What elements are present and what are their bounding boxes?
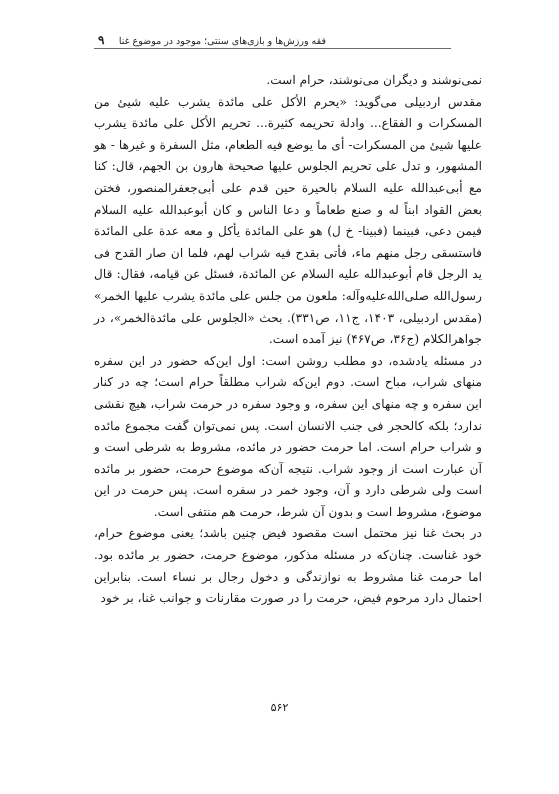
paragraph-1: نمی‌نوشند و دیگران می‌نوشند، حرام است. — [266, 73, 482, 87]
page-number: ۵۶۲ — [270, 701, 289, 714]
paragraph-3: در مسئله یادشده، دو مطلب روشن است: اول این‌که حضور در این سفره منهای شراب، مباح است. دوم این‌که شراب مطلقاً حرام است؛ چه در کنار این سفره و چه منهای این سفره، و وجود سفره در حرمت شراب، هیچ نقشی ندارد؛ بلکه کالحجر فی جنب الانسان است. پس نمی‌توان گفت مجموع مائده و شراب حرام است. اما حرمت حضور در مائده، مشروط به شرطی است و آن عبارت است از وجود شراب. نتیجه آن‌که موضوع حرمت، حضور بر مائده است ولی شرطی دارد و آن، وجود خمر در سفره است. پس حرمت در این موضوع، مشروط است و بدون آن شرط، حرمت هم منتفی است. — [94, 353, 482, 519]
paragraph-4: در بحث غنا نیز محتمل است مقصود فیض چنین باشد؛ یعنی موضوع حرام، خود غناست. چنان‌که در مسئله مذکور، موضوع حرمت، حضور بر مائده بود. اما حرمت غنا مشروط به نوازندگی و دخول رجال بر نساء است. بنابراین احتمال دارد مرحوم فیض، حرمت را در صورت مقارنات و جوانب غنا، بر خود — [94, 526, 482, 606]
running-header-title: فقه ورزش‌ها و بازی‌های سنتی؛ موجود در موضوع غنا — [118, 36, 326, 47]
body-text — [94, 70, 482, 610]
header-mark: ۹ — [98, 33, 105, 47]
paragraph-2: مقدس اردبیلی می‌گوید: «یحرم الأکل علی مائدة یشرب علیه شیئ من المسکرات و الفقاع... وادلة تحریمه کثیرة... تحریم الأکل علی مائدة یشرب علیها شیئ من المسکرات- أی ما یوضع فیه الطعام، مثل السفرة و غیرها - هو المشهور، و تدل علی تحریم الجلوس علیها صحیحة هارون بن الجهم، قال: کنا مع أبی‌عبدالله عليه السلام بالحیرة حین قدم علی أبی‌جعفرالمنصور، فختن بعض القواد ابناً له و صنع طعاماً و دعا الناس و کان أبوعبدالله عليه السلام فیمن دعی، فبینما (فبینا- خ ل) هو علی المائدة یأکل و معه عدة علی المائدة فاستسقی رجل منهم ماء، فأتی بقدح فیه شراب لهم، فلما ان صار القدح فی ید الرجل قام أبوعبدالله عليه السلام عن المائدة، فسئل عن قیامه، فقال: قال رسول‌الله صلی‌الله‌علیه‌وآله: ملعون من جلس علی مائدة یشرب علیها الخمر» (مقدس اردبیلی، ۱۴۰۳، ج۱۱، ص۳۳۱). بحث «الجلوس علی مائدةالخمر»، در جواهرالکلام (ج۳۶، ص۴۶۷) نیز آمده است. — [94, 94, 482, 347]
